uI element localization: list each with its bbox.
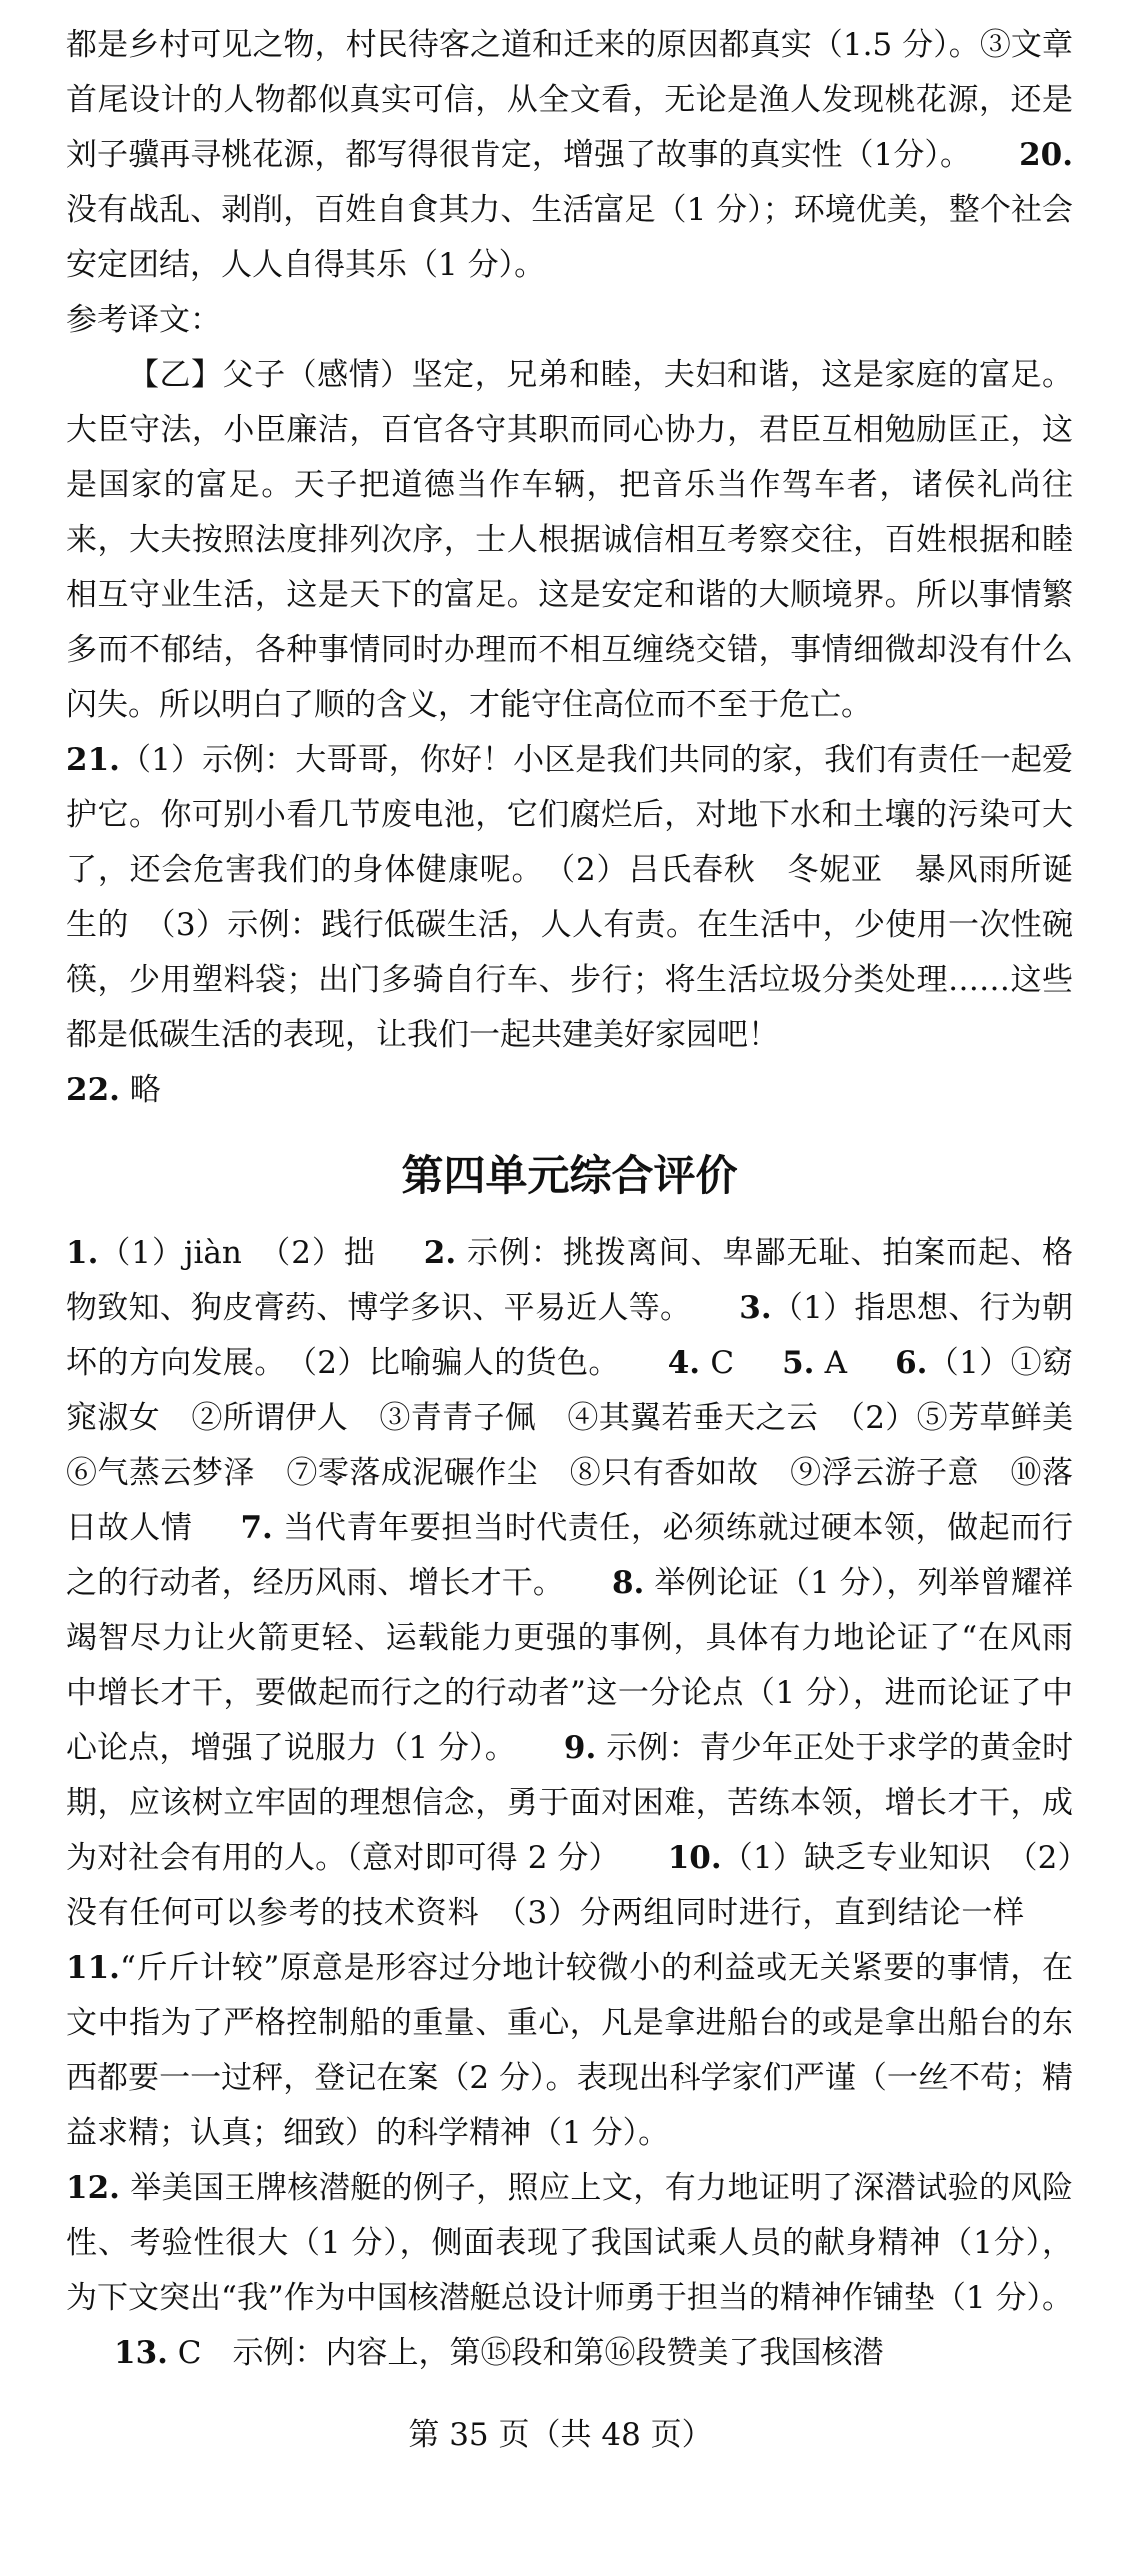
answer-4: C <box>710 1345 735 1381</box>
question-number-1: 1. <box>66 1235 99 1271</box>
section-answers-paragraph-2 <box>66 2161 1073 2381</box>
answer-9: 示例：青少年正处于求学的黄金时期，应该树立牢固的理想信念，勇于面对困难，苦练本领，增长才干，成为对社会有用的人。（意对即可得 2 分） <box>66 1730 1074 1876</box>
question-number-20: 20. <box>1019 137 1073 173</box>
answer-7: 当代青年要担当时代责任，必须练就过硬本领，做起而行之的行动者，经历风雨、增长才干。 <box>66 1510 1073 1601</box>
question-number-11: 11. <box>66 1950 120 1986</box>
answer-13: C 示例：内容上，第⑮段和第⑯段赞美了我国核潜 <box>177 2335 884 2371</box>
answer-21-paragraph <box>66 733 1073 1063</box>
question-number-12: 12. <box>66 2170 120 2206</box>
answer-22-paragraph <box>66 1063 1073 1118</box>
answer-2: 示例：挑拨离间、卑鄙无耻、拍案而起、格物致知、狗皮膏药、博学多识、平易近人等。 <box>66 1235 1074 1326</box>
answer-21: （1）示例：大哥哥，你好！小区是我们共同的家，我们有责任一起爱护它。你可别小看几节废电池，它们腐烂后，对地下水和土壤的污染可大了，还会危害我们的身体健康呢。 （2）吕氏春秋 冬妮亚 暴风雨所诞生的 （3）示例：践行低碳生活，人人有责。在生活中，少使用一次性碗筷，少用塑料袋；出门多骑自行车、步行；将生活垃圾分类处理……这些都是低碳生活的表现，让我们一起共建美好家园吧！ <box>66 742 1073 1053</box>
question-number-21: 21. <box>66 742 120 778</box>
question-number-6: 6. <box>895 1345 928 1381</box>
section-answers-paragraph-1 <box>66 1226 1104 2161</box>
question-number-7: 7. <box>240 1510 273 1546</box>
question-number-5: 5. <box>782 1345 815 1381</box>
question-number-22: 22. <box>66 1072 120 1108</box>
question-number-8: 8. <box>611 1565 645 1601</box>
text-span: 都是乡村可见之物，村民待客之道和迁来的原因都真实（1.5 分）。③文章首尾设计的人物都似真实可信，从全文看，无论是渔人发现桃花源，还是刘子骥再寻桃花源，都写得很肯定，增强了故事的真实性（1分）。 <box>66 27 1073 173</box>
answer-22: 略 <box>129 1072 161 1108</box>
page-footer: 第 35 页（共 48 页） <box>408 2417 713 2453</box>
question-number-2: 2. <box>423 1235 457 1271</box>
question-number-9: 9. <box>563 1730 597 1766</box>
paragraph-continued <box>66 18 1073 293</box>
answer-1: （1）jiàn （2）拙 <box>98 1235 376 1271</box>
answer-3: （1）指思想、行为朝坏的方向发展。 （2）比喻骗人的货色。 <box>66 1290 1073 1381</box>
answer-8: 举例论证（1 分），列举曾耀祥竭智尽力让火箭更轻、运载能力更强的事例，具体有力地论证了“在风雨中增长才干，要做起而行之的行动者”这一分论点（1 分），进而论证了中心论点，增强了说服力（1 分）。 <box>66 1565 1074 1766</box>
question-number-13: 13. <box>114 2335 168 2371</box>
question-number-10: 10. <box>667 1840 722 1876</box>
reference-label: 参考译文： <box>66 302 221 338</box>
answer-6: （1）①窈窕淑女 ②所谓伊人 ③青青子佩 ④其翼若垂天之云 （2）⑤芳草鲜美 ⑥气蒸云梦泽 ⑦零落成泥碾作尘 ⑧只有香如故 ⑨浮云游子意 ⑩落日故人情 <box>66 1345 1104 1546</box>
answer-10: （1）缺乏专业知识 （2）没有任何可以参考的技术资料 （3）分两组同时进行，直到结论一样 <box>66 1840 1073 1931</box>
answer-12: 举美国王牌核潜艇的例子，照应上文，有力地证明了深潜试验的风险性、考验性很大（1 分），侧面表现了我国试乘人员的献身精神（1分），为下文突出“我”作为中国核潜艇总设计师勇于担当的精神作铺垫（1 分）。 <box>66 2170 1073 2316</box>
question-number-4: 4. <box>667 1345 701 1381</box>
question-number-3: 3. <box>739 1290 772 1326</box>
answer-5: A <box>824 1345 848 1381</box>
translation-paragraph: 【乙】父子（感情）坚定，兄弟和睦，夫妇和谐，这是家庭的富足。大臣守法，小臣廉洁，百官各守其职而同心协力，君臣互相勉励匡正，这是国家的富足。天子把道德当作车辆，把音乐当作驾车者，诸侯礼尚往来，大夫按照法度排列次序，士人根据诚信相互考察交往，百姓根据和睦相互守业生活，这是天下的富足。这是安定和谐的大顺境界。所以事情繁多而不郁结，各种事情同时办理而不相互缠绕交错，事情细微却没有什么闪失。所以明白了顺的含义，才能守住高位而不至于危亡。 <box>66 357 1073 723</box>
answer-11: “斤斤计较”原意是形容过分地计较微小的利益或无关紧要的事情，在文中指为了严格控制船的重量、重心，凡是拿进船台的或是拿出船台的东西都要一一过秤，登记在案（2 分）。表现出科学家们严谨（一丝不苟；精益求精；认真；细致）的科学精神（1 分）。 <box>66 1950 1073 2151</box>
section-title: 第四单元综合评价 <box>401 1151 738 1200</box>
answer-20: 没有战乱、剥削，百姓自食其力、生活富足（1 分）；环境优美，整个社会安定团结，人人自得其乐（1 分）。 <box>66 192 1073 283</box>
